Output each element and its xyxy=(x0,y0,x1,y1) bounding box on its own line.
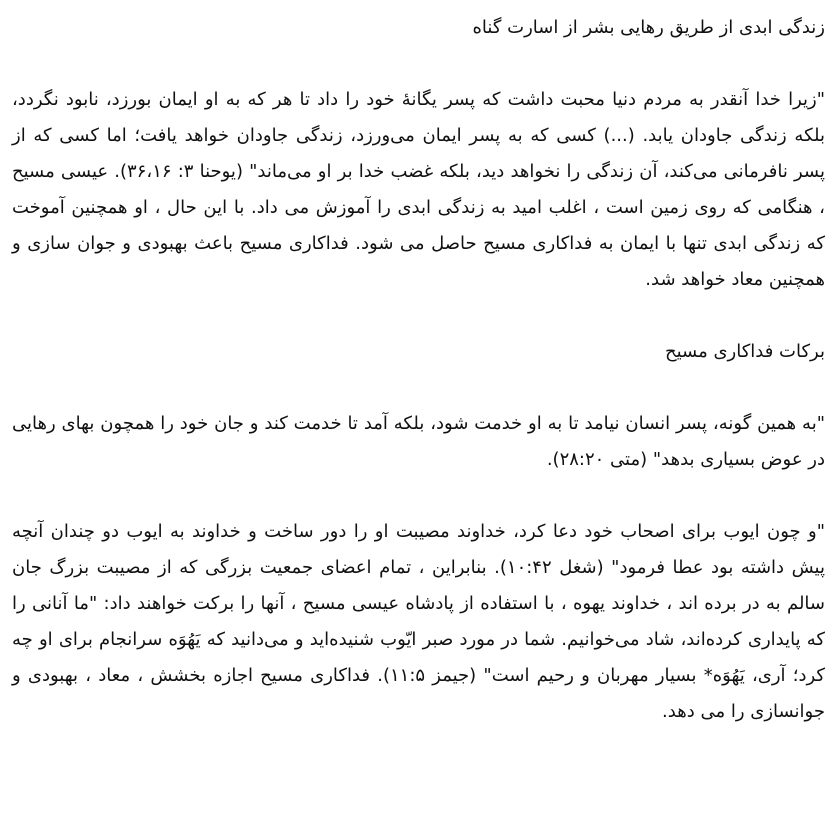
section-heading-blessings: برکات فداکاری مسیح xyxy=(664,341,825,362)
paragraph-john-quote: "زیرا خدا آنقدر به مردم دنیا محبت داشت که پسر یگانهٔ خود را داد تا هر که به او ایمان بورزد، نابود نگردد، بلکه زندگی جاودان یابد. (...) کسی که به پسر ایمان می‌ورزد، زندگی جاودان خواهد یافت؛ اما کسی که از پسر نافرمانی می‌کند، آن زندگی را نخواهد دید، بلکه غضب خدا بر او می‌ماند" (یوحنا ۳: ۳۶،۱۶). عیسی مسیح ، هنگامی که روی زمین است ، اغلب امید به زندگی ابدی را آموزش می داد. با این حال ، او همچنین آموخت که زندگی ابدی تنها با ایمان به فداکاری مسیح حاصل می شود. فداکاری مسیح باعث بهبودی و جوان سازی و همچنین معاد خواهد شد. xyxy=(12,89,825,290)
paragraph-job-quote: "و چون ایوب برای اصحاب خود دعا کرد، خداوند مصیبت او را دور ساخت و خداوند به ایوب دو چندان آنچه پیش داشته بود عطا فرمود" (شغل ۱۰:۴۲). بنابراین ، تمام اعضای جمعیت بزرگی که از مصیبت بزرگ جان سالم به در برده اند ، خداوند یهوه ، با استفاده از پادشاه عیسی مسیح ، آنها را برکت خواهند داد: "ما آنانی را که پایداری کرده‌اند، شاد می‌خوانیم. شما در مورد صبر ایّوب شنیده‌اید و می‌دانید که یَهُوَه سرانجام برای او چه کرد؛ آری، یَهُوَه* بسیار مهربان و رحیم است" (جیمز ۱۱:۵). فداکاری مسیح اجازه بخشش ، معاد ، بهبودی و جوانسازی را می دهد. xyxy=(12,521,826,722)
paragraph-matthew-quote: "به همین گونه، پسر انسان نیامد تا به او خدمت شود، بلکه آمد تا خدمت کند و جان خود را همچون بهای رهایی در عوض بسیاری بدهد" (متی ۲۸:۲۰). xyxy=(12,413,825,470)
spacer xyxy=(12,46,825,82)
spacer xyxy=(12,298,825,334)
section-heading-eternal-life: زندگی ابدی از طریق رهایی بشر از اسارت گناه xyxy=(472,17,825,38)
spacer xyxy=(12,370,825,406)
spacer xyxy=(12,478,825,514)
